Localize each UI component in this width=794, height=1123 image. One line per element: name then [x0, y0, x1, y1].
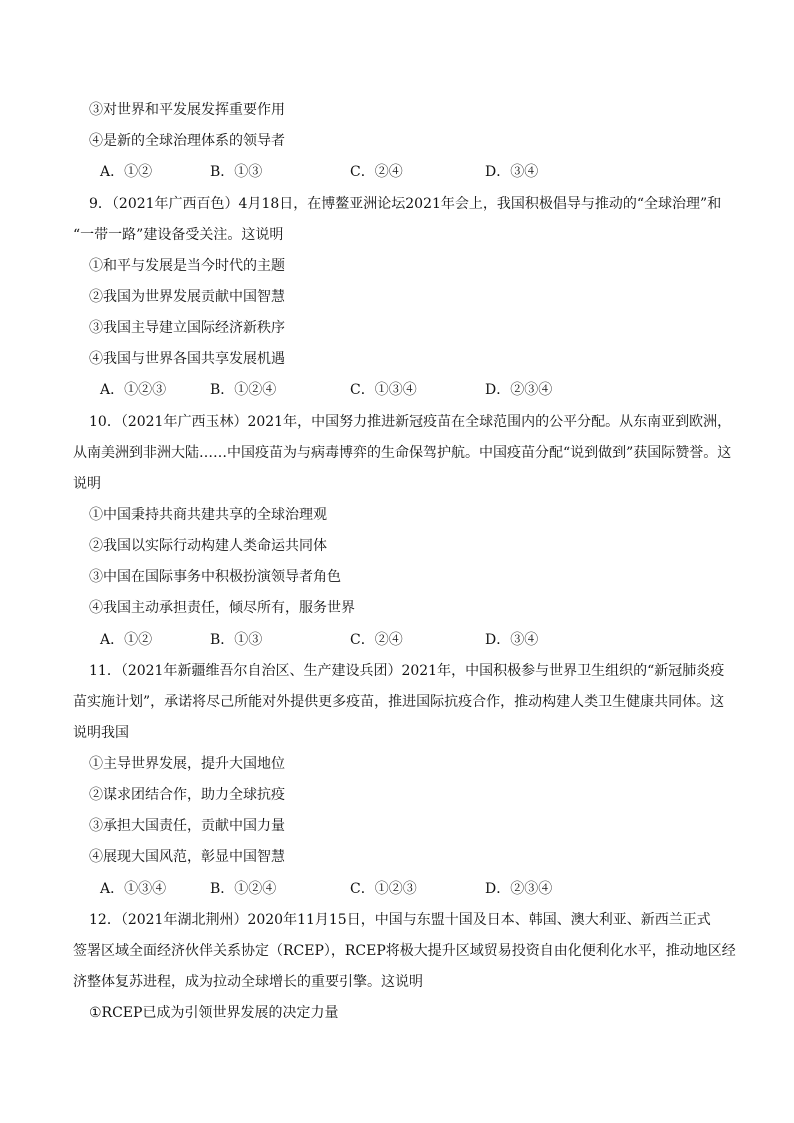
q11-item-3: ③承担大国责任，贡献中国力量 [89, 818, 285, 834]
q8-item-3: ③对世界和平发展发挥重要作用 [89, 102, 285, 118]
q9-option-a: A．①②③ [100, 382, 167, 398]
q10-option-d: D．③④ [485, 632, 539, 648]
q11-item-1: ①主导世界发展，提升大国地位 [89, 756, 285, 772]
q10-option-b: B．①③ [210, 632, 263, 648]
q9-item-4: ④我国与世界各国共享发展机遇 [89, 351, 285, 367]
q11-option-d: D．②③④ [485, 881, 553, 897]
q8-option-d: D．③④ [485, 164, 539, 180]
q8-option-a: A．①② [100, 164, 153, 180]
q11-stem-line-2: 苗实施计划”，承诺将尽己所能对外提供更多疫苗，推进国际抗疫合作，推动构建人类卫生健康共同体。这 [73, 694, 725, 710]
q10-item-2: ②我国以实际行动构建人类命运共同体 [89, 538, 327, 554]
q10-item-1: ①中国秉持共商共建共享的全球治理观 [89, 507, 327, 523]
q8-option-c: C．②④ [350, 164, 403, 180]
q10-stem-line-2: 从南美洲到非洲大陆……中国疫苗为与病毒博弈的生命保驾护航。中国疫苗分配“说到做到”获国际赞誉。这 [73, 445, 732, 461]
q10-item-3: ③中国在国际事务中积极扮演领导者角色 [89, 569, 341, 585]
q11-stem-line-1: 11．（2021年新疆维吾尔自治区、生产建设兵团）2021年，中国积极参与世界卫生组织的“新冠肺炎疫 [89, 663, 725, 679]
q11-option-c: C．①②③ [350, 881, 417, 897]
q9-option-c: C．①③④ [350, 382, 417, 398]
q11-stem-line-3: 说明我国 [73, 725, 129, 741]
q12-stem-line-2: 签署区域全面经济伙伴关系协定（RCEP），RCEP将极大提升区域贸易投资自由化便利化水平，推动地区经 [73, 943, 736, 959]
q10-option-a: A．①② [100, 632, 153, 648]
q9-item-3: ③我国主导建立国际经济新秩序 [89, 320, 285, 336]
q9-stem-line-1: 9．（2021年广西百色）4月18日，在博鳌亚洲论坛2021年会上，我国积极倡导与推动的“全球治理”和 [89, 196, 722, 212]
q12-stem-line-1: 12．（2021年湖北荆州）2020年11月15日，中国与东盟十国及日本、韩国、澳大利亚、新西兰正式 [89, 912, 711, 928]
q9-item-2: ②我国为世界发展贡献中国智慧 [89, 289, 285, 305]
q10-stem-line-1: 10．（2021年广西玉林）2021年，中国努力推进新冠疫苗在全球范围内的公平分配。从东南亚到欧洲， [89, 414, 732, 430]
q11-item-4: ④展现大国风范，彰显中国智慧 [89, 849, 285, 865]
q10-stem-line-3: 说明 [73, 476, 101, 492]
q8-option-b: B．①③ [210, 164, 263, 180]
q11-option-a: A．①③④ [100, 881, 167, 897]
q11-option-b: B．①②④ [210, 881, 277, 897]
q9-option-d: D．②③④ [485, 382, 553, 398]
q12-item-1: ①RCEP已成为引领世界发展的决定力量 [89, 1005, 339, 1021]
q9-option-b: B．①②④ [210, 382, 277, 398]
q9-item-1: ①和平与发展是当今时代的主题 [89, 258, 285, 274]
q10-option-c: C．②④ [350, 632, 403, 648]
q8-item-4: ④是新的全球治理体系的领导者 [89, 133, 285, 149]
q12-stem-line-3: 济整体复苏进程，成为拉动全球增长的重要引擎。这说明 [73, 974, 423, 990]
q11-item-2: ②谋求团结合作，助力全球抗疫 [89, 787, 285, 803]
q9-stem-line-2: “一带一路”建设备受关注。这说明 [73, 227, 284, 243]
q10-item-4: ④我国主动承担责任，倾尽所有，服务世界 [89, 600, 355, 616]
